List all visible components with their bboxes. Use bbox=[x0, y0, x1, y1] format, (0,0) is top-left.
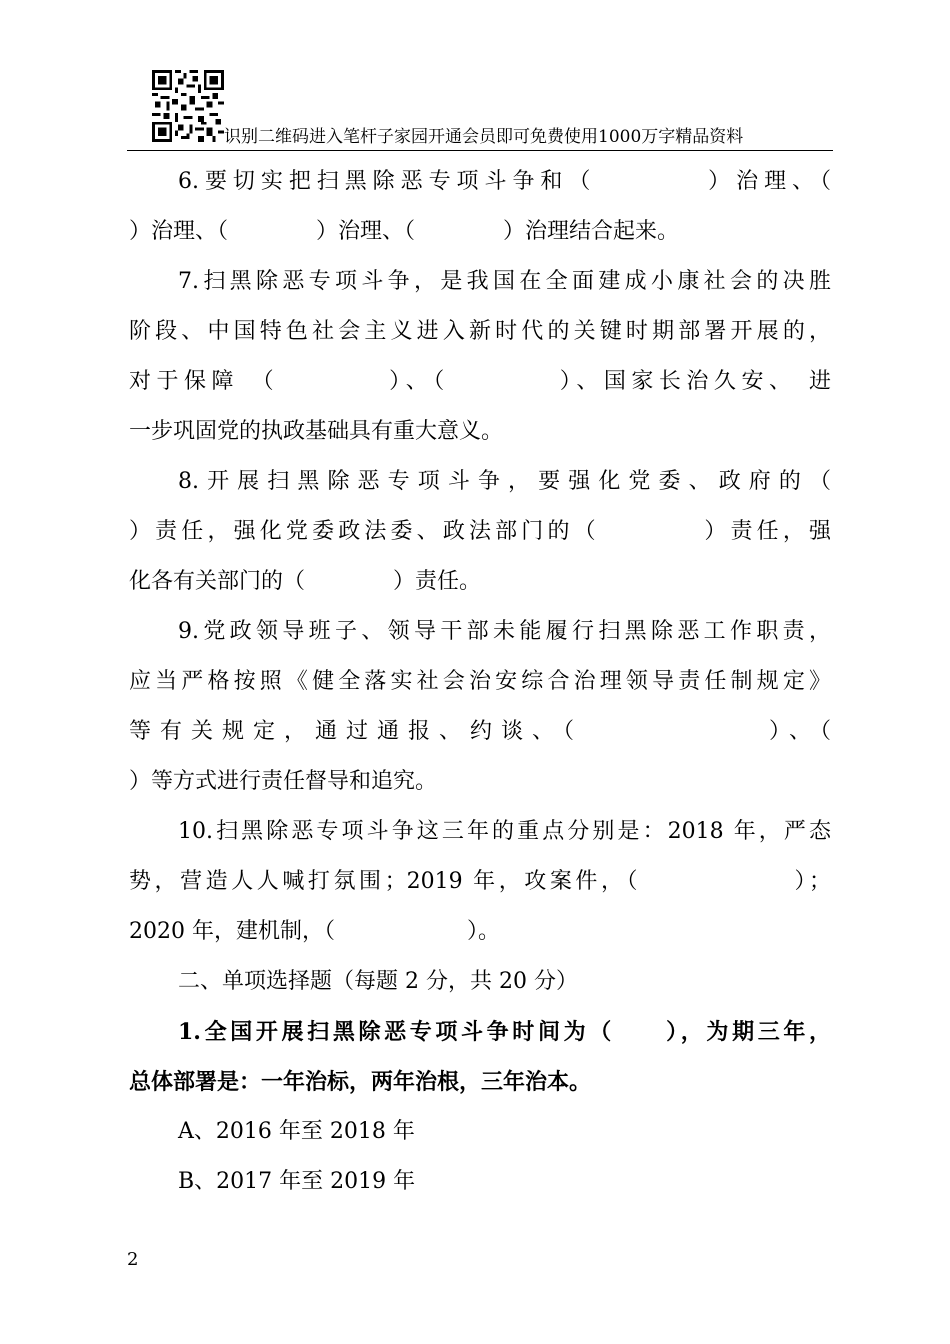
q6-line-1: 6.要切实把扫黑除恶专项斗争和（ ）治理、（ bbox=[178, 169, 831, 194]
q9-line-4: ）等方式进行责任督导和追究。 bbox=[129, 769, 438, 794]
mc-q1-line-1: 1.全国开展扫黑除恶专项斗争时间为（ ），为期三年， bbox=[178, 1019, 831, 1045]
q9-line-2: 应当严格按照《健全落实社会治安综合治理领导责任制规定》 bbox=[129, 669, 831, 694]
section-2-heading: 二、单项选择题（每题 2 分，共 20 分） bbox=[178, 969, 578, 994]
qr-code-icon bbox=[152, 70, 224, 142]
q10-line-2: 势，营造人人喊打氛围；2019 年，攻案件，（ ）； bbox=[129, 869, 831, 894]
q10-line-3: 2020 年，建机制，（ ）。 bbox=[129, 919, 500, 944]
q9-line-1: 9.党政领导班子、领导干部未能履行扫黑除恶工作职责， bbox=[178, 619, 831, 644]
q10-line-1: 10.扫黑除恶专项斗争这三年的重点分别是：2018 年，严态 bbox=[178, 819, 831, 844]
q8-line-1: 8.开展扫黑除恶专项斗争，要强化党委、政府的（ bbox=[178, 469, 831, 494]
header-promo-text: 识别二维码进入笔杆子家园开通会员即可免费使用1000万字精品资料 bbox=[224, 127, 744, 147]
q6-line-2: ）治理、（ ）治理、（ ）治理结合起来。 bbox=[129, 219, 680, 244]
q7-line-4: 一步巩固党的执政基础具有重大意义。 bbox=[129, 419, 504, 444]
header-divider bbox=[127, 150, 833, 151]
q7-line-3: 对于保障 （ ）、（ ）、国家长治久安、 进 bbox=[129, 369, 831, 394]
q8-line-3: 化各有关部门的（ ）责任。 bbox=[129, 569, 482, 594]
page-number: 2 bbox=[127, 1249, 139, 1270]
mc-q1-option-a: A、2016 年至 2018 年 bbox=[178, 1119, 415, 1144]
q7-line-1: 7.扫黑除恶专项斗争，是我国在全面建成小康社会的决胜 bbox=[178, 269, 831, 294]
q9-line-3: 等有关规定，通过通报、约谈、（ ）、（ bbox=[129, 719, 831, 744]
document-body bbox=[129, 157, 831, 1207]
mc-q1-option-b: B、2017 年至 2019 年 bbox=[178, 1169, 416, 1194]
q8-line-2: ）责任，强化党委政法委、政法部门的（ ）责任，强 bbox=[129, 519, 831, 544]
mc-q1-line-2: 总体部署是：一年治标，两年治根，三年治本。 bbox=[129, 1069, 592, 1095]
q7-line-2: 阶段、中国特色社会主义进入新时代的关键时期部署开展的， bbox=[129, 319, 831, 344]
